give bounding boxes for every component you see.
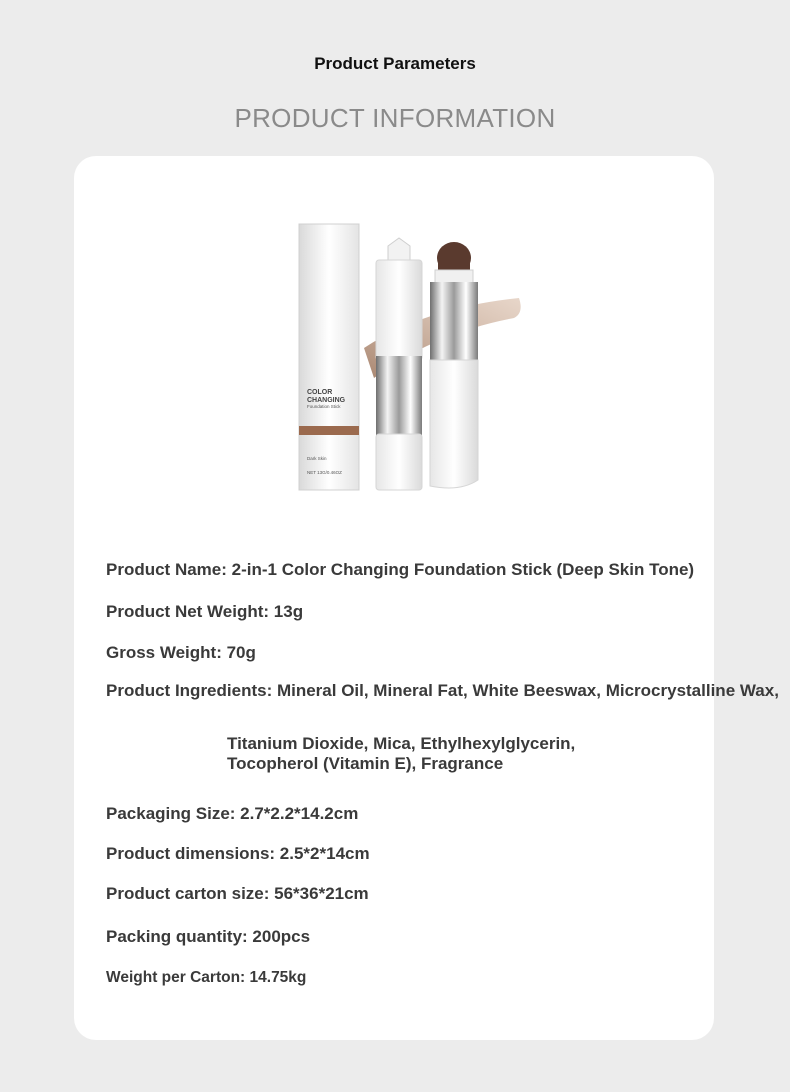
box-net-weight: NET 13G/0.46OZ — [307, 470, 342, 475]
box-shade: Dark Skin — [307, 456, 327, 461]
spec-ingredients-continued — [227, 734, 575, 774]
product-image — [224, 218, 524, 498]
box-color-band — [299, 426, 359, 435]
ingredients-line-3: Tocopherol (Vitamin E), Fragrance — [227, 754, 504, 773]
spec-packing-quantity: Packing quantity: 200pcs — [106, 927, 311, 946]
box-title-2: CHANGING — [307, 397, 346, 404]
page-title: Product Parameters — [314, 54, 476, 73]
spec-ingredients: Product Ingredients: Mineral Oil, Mineral Fat, White Beeswax, Microcrystalline Wax, — [106, 681, 779, 700]
spec-dimensions: Product dimensions: 2.5*2*14cm — [106, 844, 370, 863]
left-stick-base — [376, 434, 422, 490]
spec-carton-size: Product carton size: 56*36*21cm — [106, 884, 369, 903]
right-stick-body — [430, 360, 478, 488]
brush-collar — [435, 270, 473, 284]
spec-net-weight: Product Net Weight: 13g — [106, 602, 304, 621]
ingredients-line-2: Titanium Dioxide, Mica, Ethylhexylglycerin, — [227, 734, 576, 753]
spec-product-name: Product Name: 2-in-1 Color Changing Foundation Stick (Deep Skin Tone) — [106, 560, 695, 579]
left-stick-chrome — [376, 356, 422, 436]
spec-weight-per-carton: Weight per Carton: 14.75kg — [106, 969, 307, 986]
page-subtitle: PRODUCT INFORMATION — [234, 103, 556, 133]
right-stick-chrome — [430, 282, 478, 362]
spec-packaging-size: Packaging Size: 2.7*2.2*14.2cm — [106, 804, 359, 823]
package-box — [299, 224, 359, 490]
box-title-1: COLOR — [307, 389, 333, 396]
left-stick-body — [376, 260, 422, 360]
box-title-3: Foundation Stick — [307, 404, 341, 409]
spec-gross-weight: Gross Weight: 70g — [106, 643, 256, 662]
